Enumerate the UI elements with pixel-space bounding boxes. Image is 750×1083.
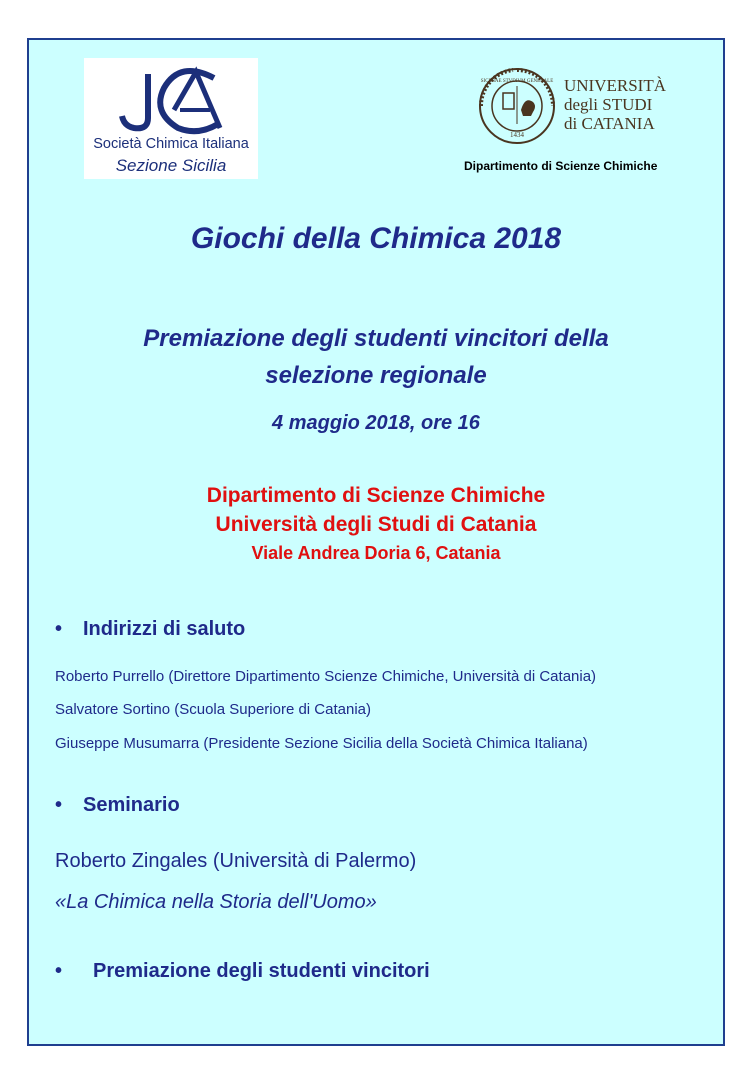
department-caption: Dipartimento di Scienze Chimiche [464,159,658,173]
seminar-heading-text: Seminario [83,794,180,816]
sci-emblem-icon [118,66,224,136]
unict-line2: degli STUDI [564,95,653,114]
speaker-2: Salvatore Sortino (Scuola Superiore di Catania) [55,701,372,718]
university-seal-icon [477,66,557,146]
seal-text: SICILIAE STVDIVM GENERALE [480,79,554,84]
event-title: Giochi della Chimica 2018 [190,222,562,255]
awards-heading [55,960,430,983]
awards-heading-text: Premiazione degli studenti vincitori [93,960,430,982]
venue [29,481,723,567]
greetings-heading [55,618,245,641]
sci-section: Sezione Sicilia [115,156,227,175]
bullet-icon: • [55,794,63,816]
unict-line1: UNIVERSITÀ [564,76,666,95]
seal-year: 1434 [510,131,524,139]
unict-name [564,76,666,133]
venue-line1: Dipartimento di Scienze Chimiche [206,484,546,507]
poster-frame [27,38,725,1046]
speaker-1: Roberto Purrello (Direttore Dipartimento Scienze Chimiche, Università di Catania) [55,668,597,685]
venue-line2: Università degli Studi di Catania [215,513,537,536]
speaker-3: Giuseppe Musumarra (Presidente Sezione Sicilia della Società Chimica Italiana) [55,735,588,752]
seminar-speaker: Roberto Zingales (Università di Palermo) [55,850,417,872]
event-date: 4 maggio 2018, ore 16 [272,412,480,434]
subtitle-line2: selezione regionale [265,362,487,389]
venue-line3: Viale Andrea Doria 6, Catania [251,543,501,563]
event-subtitle [29,320,723,394]
sci-logo [84,58,258,179]
bullet-icon: • [55,960,63,982]
unict-logo [477,66,677,144]
seminar-talk-title: «La Chimica nella Storia dell'Uomo» [55,891,377,913]
subtitle-line1: Premiazione degli studenti vincitori della [143,325,609,352]
seminar-heading [55,794,180,817]
unict-line3: di CATANIA [564,114,655,133]
greetings-heading-text: Indirizzi di saluto [83,618,246,640]
bullet-icon: • [55,618,63,640]
sci-name: Società Chimica Italiana [93,136,249,152]
